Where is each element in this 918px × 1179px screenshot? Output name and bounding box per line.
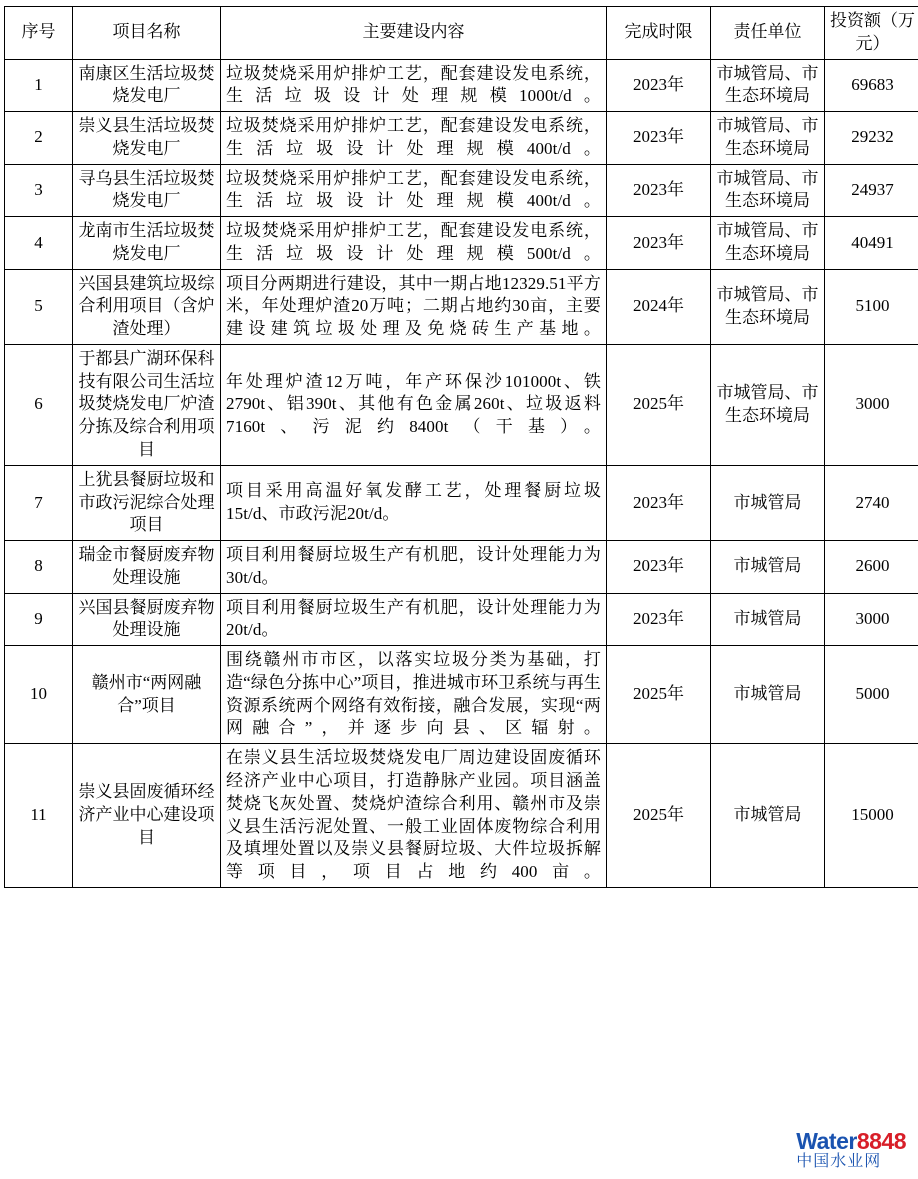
cell-name: 南康区生活垃圾焚烧发电厂 xyxy=(73,59,221,112)
cell-name: 崇义县固废循环经济产业中心建设项目 xyxy=(73,744,221,888)
cell-time: 2023年 xyxy=(607,217,711,270)
cell-amount: 2740 xyxy=(825,465,918,540)
cell-time: 2023年 xyxy=(607,112,711,165)
table-row xyxy=(5,593,918,646)
cell-no: 8 xyxy=(5,541,73,594)
header-cell-name: 项目名称 xyxy=(73,7,221,60)
cell-amount: 69683 xyxy=(825,59,918,112)
cell-content: 项目利用餐厨垃圾生产有机肥，设计处理能力为20t/d。 xyxy=(221,593,607,646)
header-cell-amount: 投资额（万元） xyxy=(825,7,918,60)
cell-name: 于都县广湖环保科技有限公司生活垃圾焚烧发电厂炉渣分拣及综合利用项目 xyxy=(73,344,221,465)
header-row xyxy=(5,7,918,60)
cell-name: 寻乌县生活垃圾焚烧发电厂 xyxy=(73,164,221,217)
cell-amount: 5100 xyxy=(825,269,918,344)
cell-no: 7 xyxy=(5,465,73,540)
cell-content: 垃圾焚烧采用炉排炉工艺，配套建设发电系统，生活垃圾设计处理规模400t/d。 xyxy=(221,164,607,217)
table-row xyxy=(5,744,918,888)
cell-content: 垃圾焚烧采用炉排炉工艺，配套建设发电系统，生活垃圾设计处理规模1000t/d。 xyxy=(221,59,607,112)
cell-no: 11 xyxy=(5,744,73,888)
project-table xyxy=(4,6,918,888)
cell-unit: 市城管局、市生态环境局 xyxy=(711,217,825,270)
cell-time: 2025年 xyxy=(607,744,711,888)
cell-no: 3 xyxy=(5,164,73,217)
cell-amount: 3000 xyxy=(825,593,918,646)
cell-no: 4 xyxy=(5,217,73,270)
header-cell-time: 完成时限 xyxy=(607,7,711,60)
watermark xyxy=(796,1129,906,1171)
cell-no: 5 xyxy=(5,269,73,344)
cell-name: 上犹县餐厨垃圾和市政污泥综合处理项目 xyxy=(73,465,221,540)
watermark-subtitle: 中国水业网 xyxy=(796,1153,882,1171)
cell-unit: 市城管局 xyxy=(711,646,825,744)
cell-amount: 40491 xyxy=(825,217,918,270)
cell-amount: 29232 xyxy=(825,112,918,165)
cell-unit: 市城管局 xyxy=(711,465,825,540)
cell-amount: 15000 xyxy=(825,744,918,888)
table-row xyxy=(5,217,918,270)
cell-time: 2024年 xyxy=(607,269,711,344)
cell-content: 垃圾焚烧采用炉排炉工艺，配套建设发电系统，生活垃圾设计处理规模500t/d。 xyxy=(221,217,607,270)
table-row xyxy=(5,465,918,540)
table-row xyxy=(5,344,918,465)
cell-amount: 2600 xyxy=(825,541,918,594)
cell-content: 项目采用高温好氧发酵工艺，处理餐厨垃圾15t/d、市政污泥20t/d。 xyxy=(221,465,607,540)
table-row xyxy=(5,59,918,112)
cell-unit: 市城管局、市生态环境局 xyxy=(711,112,825,165)
cell-unit: 市城管局、市生态环境局 xyxy=(711,344,825,465)
cell-no: 1 xyxy=(5,59,73,112)
cell-name: 赣州市“两网融合”项目 xyxy=(73,646,221,744)
cell-unit: 市城管局、市生态环境局 xyxy=(711,269,825,344)
cell-content: 项目利用餐厨垃圾生产有机肥，设计处理能力为30t/d。 xyxy=(221,541,607,594)
cell-unit: 市城管局 xyxy=(711,541,825,594)
cell-no: 2 xyxy=(5,112,73,165)
table-row xyxy=(5,646,918,744)
cell-unit: 市城管局 xyxy=(711,593,825,646)
cell-unit: 市城管局、市生态环境局 xyxy=(711,59,825,112)
cell-no: 10 xyxy=(5,646,73,744)
table-row xyxy=(5,164,918,217)
cell-time: 2023年 xyxy=(607,465,711,540)
watermark-brand-text: Water xyxy=(796,1128,857,1155)
cell-no: 9 xyxy=(5,593,73,646)
cell-time: 2023年 xyxy=(607,59,711,112)
table-row xyxy=(5,269,918,344)
cell-time: 2023年 xyxy=(607,164,711,217)
watermark-brand xyxy=(796,1129,906,1153)
table-body xyxy=(5,59,918,887)
header-cell-no: 序号 xyxy=(5,7,73,60)
cell-amount: 24937 xyxy=(825,164,918,217)
table-row xyxy=(5,541,918,594)
table-row xyxy=(5,112,918,165)
table-header xyxy=(5,7,918,60)
cell-time: 2025年 xyxy=(607,344,711,465)
header-cell-unit: 责任单位 xyxy=(711,7,825,60)
cell-time: 2023年 xyxy=(607,541,711,594)
cell-unit: 市城管局 xyxy=(711,744,825,888)
cell-time: 2023年 xyxy=(607,593,711,646)
watermark-brand-number: 8848 xyxy=(856,1128,906,1155)
cell-content: 年处理炉渣12万吨，年产环保沙101000t、铁2790t、铝390t、其他有色金属260t、垃圾返料7160t、污泥约8400t（干基）。 xyxy=(221,344,607,465)
cell-content: 在崇义县生活垃圾焚烧发电厂周边建设固废循环经济产业中心项目，打造静脉产业园。项目涵盖焚烧飞灰处置、焚烧炉渣综合利用、赣州市及崇义县生活污泥处置、一般工业固体废物综合利用及填埋处置以及崇义县餐厨垃圾、大件垃圾拆解等项目，项目占地约400亩。 xyxy=(221,744,607,888)
cell-no: 6 xyxy=(5,344,73,465)
cell-amount: 3000 xyxy=(825,344,918,465)
cell-name: 兴国县餐厨废弃物处理设施 xyxy=(73,593,221,646)
cell-name: 龙南市生活垃圾焚烧发电厂 xyxy=(73,217,221,270)
cell-content: 项目分两期进行建设，其中一期占地12329.51平方米，年处理炉渣20万吨；二期占地约30亩，主要建设建筑垃圾处理及免烧砖生产基地。 xyxy=(221,269,607,344)
cell-name: 崇义县生活垃圾焚烧发电厂 xyxy=(73,112,221,165)
cell-content: 垃圾焚烧采用炉排炉工艺，配套建设发电系统，生活垃圾设计处理规模400t/d。 xyxy=(221,112,607,165)
cell-unit: 市城管局、市生态环境局 xyxy=(711,164,825,217)
cell-name: 兴国县建筑垃圾综合利用项目（含炉渣处理） xyxy=(73,269,221,344)
header-cell-content: 主要建设内容 xyxy=(221,7,607,60)
cell-amount: 5000 xyxy=(825,646,918,744)
cell-time: 2025年 xyxy=(607,646,711,744)
cell-name: 瑞金市餐厨废弃物处理设施 xyxy=(73,541,221,594)
cell-content: 围绕赣州市市区，以落实垃圾分类为基础，打造“绿色分拣中心”项目，推进城市环卫系统与再生资源系统两个网络有效衔接，融合发展，实现“两网融合”，并逐步向县、区辐射。 xyxy=(221,646,607,744)
